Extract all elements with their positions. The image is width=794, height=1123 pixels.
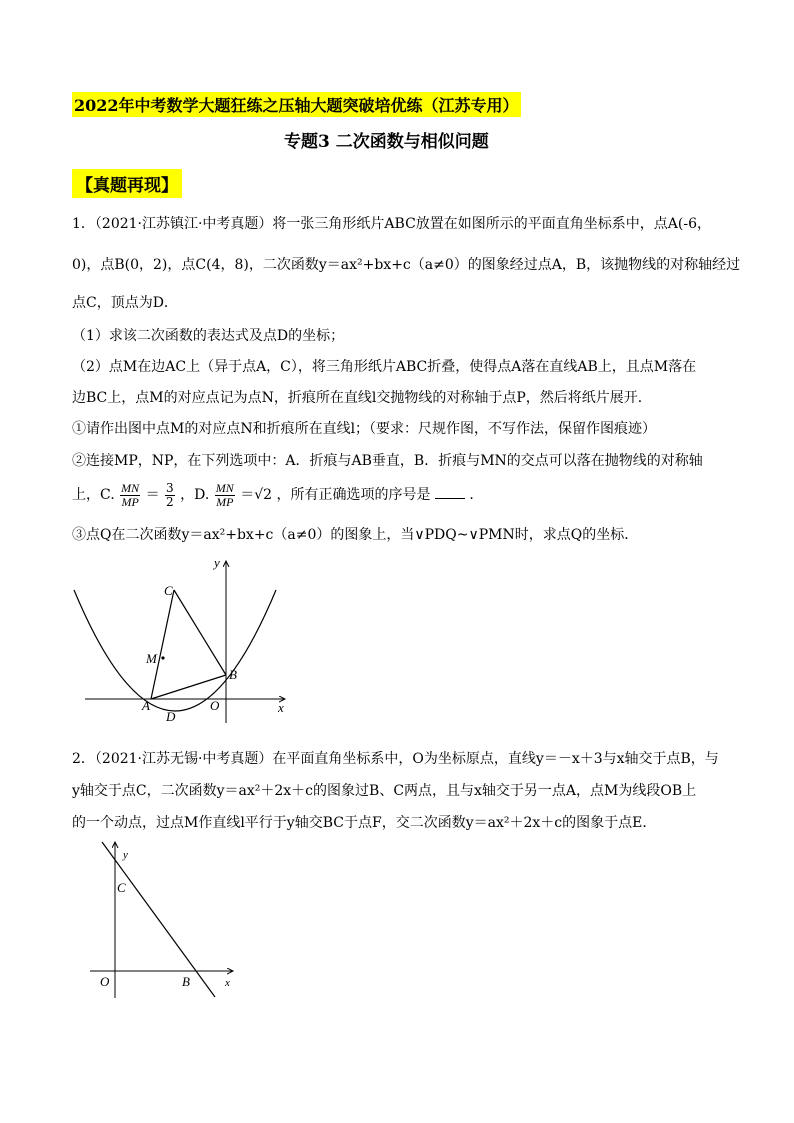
segment-ac (151, 590, 174, 699)
sentence-end: ． (469, 487, 484, 503)
segment-cb (174, 590, 226, 675)
label-b: B (229, 667, 237, 682)
topic-title: 专题3 二次函数与相似问题 (284, 132, 489, 152)
problem2-line1: 2．（2021·江苏无锡·中考真题）在平面直角坐标系中，O为坐标原点，直线y＝－x＋3与x轴交于点B，与 (72, 751, 719, 767)
fraction-denominator: MP (216, 494, 234, 509)
fraction-mn-mp-d (215, 482, 235, 509)
label-c: C (117, 880, 126, 895)
label-c: C (164, 583, 173, 598)
line-bc (102, 842, 215, 997)
problem1-line1: 1．（2021·江苏镇江·中考真题）将一张三角形纸片ABC放置在如图所示的平面直角坐标系中，点A(-6， (72, 216, 712, 232)
label-y: y (214, 555, 220, 570)
problem1-line2: 0)，点B(0，2)，点C(4，8)，二次函数y＝ax²+bx+c（a≠0）的图象经过点A，B，该抛物线的对称轴经过 (72, 257, 741, 273)
fraction-denominator: 2 (166, 494, 174, 509)
equals-sqrt2: ＝√2 (240, 487, 273, 503)
segment-ab (151, 675, 226, 699)
problem1-line3: 点C，顶点为D． (72, 295, 178, 311)
problem1-question2-line1: （2）点M在边AC上（异于点A，C），将三角形纸片ABC折叠，使得点A落在直线AB上，且点M落在 (72, 359, 697, 375)
problem2-line2: y轴交于点C，二次函数y＝ax²＋2x＋c的图象过B、C两点，且与x轴交于另一点A，点M为线段OB上 (72, 783, 697, 799)
label-x: x (225, 977, 230, 989)
fraction-numerator: 3 (166, 480, 174, 495)
label-m: M (146, 651, 157, 666)
options-suffix: ，所有正确选项的序号是 (276, 487, 431, 503)
label-o: O (210, 698, 220, 713)
label-x: x (278, 700, 284, 715)
problem1-subquestion2-line1: ②连接MP，NP，在下列选项中：A．折痕与AB垂直，B．折痕与MN的交点可以落在抛物线的对称轴 (72, 453, 703, 469)
fraction-denominator: MP (121, 494, 139, 509)
fraction-three-halves (165, 482, 175, 509)
problem2-line3: 的一个动点，过点M作直线l平行于y轴交BC于点F，交二次函数y＝ax²＋2x＋c的图象于点E． (72, 815, 657, 831)
series-title: 2022年中考数学大题狂练之压轴大题突破培优练（江苏专用） (72, 92, 521, 117)
figure2-coordinate-diagram (88, 838, 248, 1003)
parabola (74, 590, 276, 711)
label-o: O (100, 974, 110, 989)
figure1-coordinate-diagram (70, 555, 295, 727)
problem1-question2-line2: 边BC上，点M的对应点记为点N，折痕所在直线l交抛物线的对称轴于点P，然后将纸片展开． (72, 390, 652, 406)
options-prefix: 上，C. (72, 487, 115, 503)
problem1-subquestion3: ③点Q在二次函数y＝ax²+bx+c（a≠0）的图象上，当∨PDQ~∨PMN时，求点Q的坐标． (72, 527, 639, 543)
section-badge: 【真题再现】 (72, 169, 182, 198)
problem1-subquestion2-line2 (72, 481, 483, 509)
problem1-question1: （1）求该二次函数的表达式及点D的坐标； (72, 328, 345, 344)
fraction-numerator: MN (215, 480, 234, 495)
label-a: A (142, 698, 150, 713)
answer-blank[interactable] (435, 484, 465, 499)
fraction-mn-mp-c (120, 482, 140, 509)
label-y: y (123, 849, 128, 861)
problem1-subquestion1: ①请作出图中点M的对应点N和折痕所在直线l；（要求：尺规作图，不写作法，保留作图痕迹） (72, 421, 657, 437)
label-b: B (182, 974, 190, 989)
option-separator: ，D. (180, 487, 210, 503)
point-m (161, 656, 164, 659)
fraction-numerator: MN (121, 480, 140, 495)
equals-sign: ＝ (145, 487, 160, 503)
label-d: D (166, 709, 176, 724)
